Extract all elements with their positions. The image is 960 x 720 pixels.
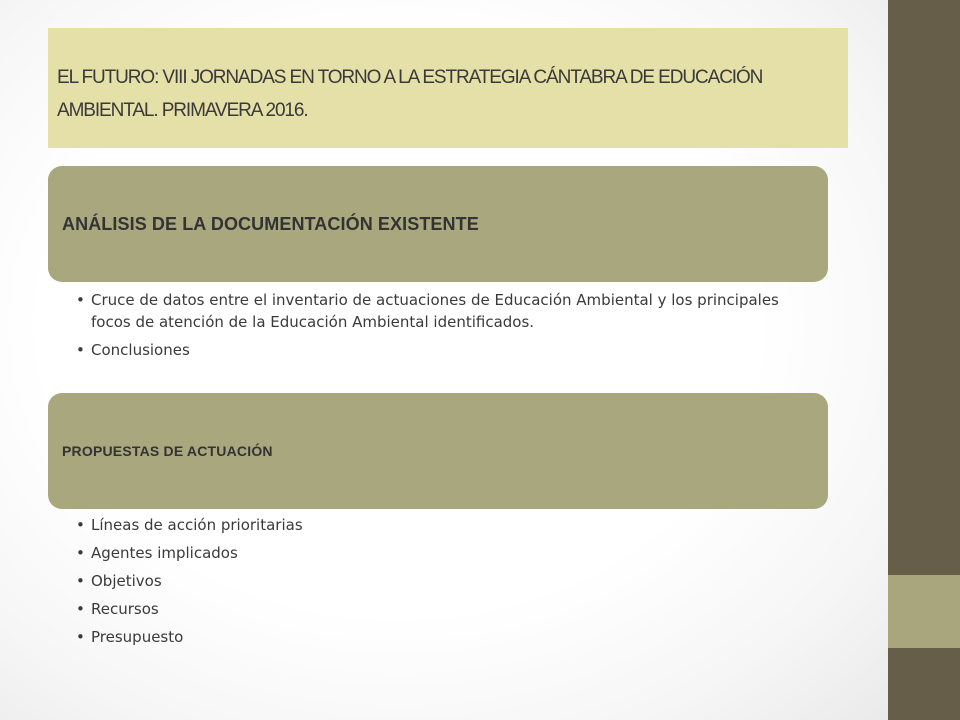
section-title: ANÁLISIS DE LA DOCUMENTACIÓN EXISTENTE	[62, 213, 479, 234]
section-header-propuestas	[48, 393, 828, 509]
list-item: • Líneas de acción prioritarias	[76, 514, 816, 536]
bullet-list-propuestas	[76, 514, 816, 654]
section-header-analisis	[48, 166, 828, 282]
list-item: • Recursos	[76, 598, 816, 620]
bullet-list-analisis	[76, 289, 816, 367]
list-item: • Conclusiones	[76, 339, 816, 361]
sidebar-stripe-decoration	[888, 575, 960, 648]
title-band	[48, 28, 848, 148]
list-item: • Objetivos	[76, 570, 816, 592]
list-item: • Agentes implicados	[76, 542, 816, 564]
page-title: EL FUTURO: VIII JORNADAS EN TORNO A LA ESTRATEGIA CÁNTABRA DE EDUCACIÓN AMBIENTAL. PRIMAVERA 2016.	[57, 67, 763, 121]
section-title: PROPUESTAS DE ACTUACIÓN	[62, 443, 273, 459]
list-item: • Presupuesto	[76, 626, 816, 648]
list-item: • Cruce de datos entre el inventario de actuaciones de Educación Ambiental y los principales focos de atención de la Educación Ambiental identificados.	[76, 289, 816, 333]
